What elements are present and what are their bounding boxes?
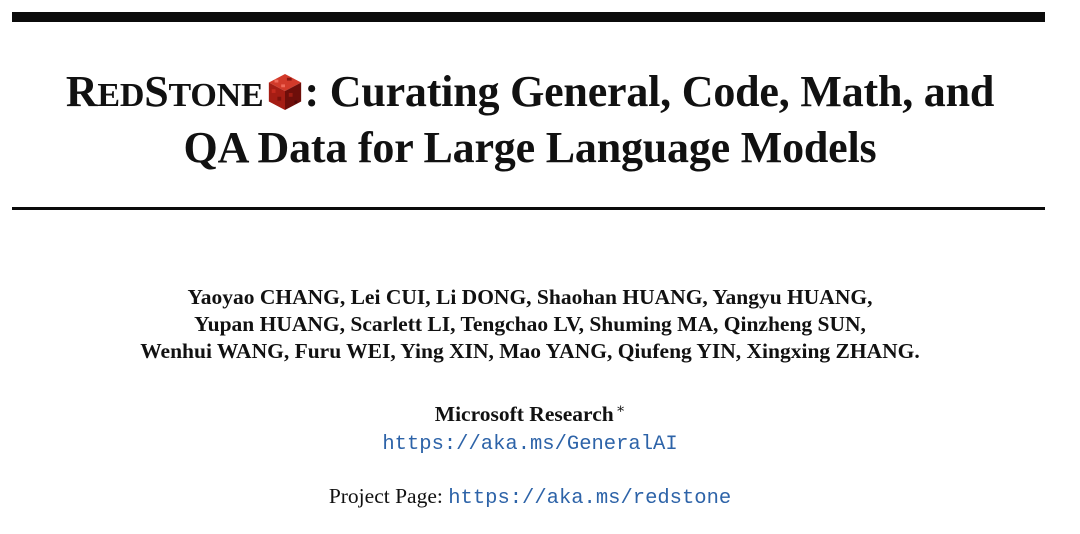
- top-rule: [12, 12, 1045, 22]
- title-line-2: QA Data for Large Language Models: [183, 123, 877, 172]
- affiliation-url-link[interactable]: https://aka.ms/GeneralAI: [382, 433, 678, 456]
- affiliation-block: [0, 396, 1060, 459]
- project-page-line: [0, 482, 1060, 513]
- bottom-rule: [12, 207, 1045, 210]
- author-list: [0, 284, 1060, 365]
- project-page-label: Project Page:: [328, 484, 449, 508]
- project-page-link[interactable]: https://aka.ms/redstone: [448, 487, 732, 510]
- title-line-1: REDSTONE : Curating General, Code, Math, and: [65, 67, 995, 116]
- paper-title: [0, 66, 1060, 174]
- author-line-3: Wenhui WANG, Furu WEI, Ying XIN, Mao YANG, Qiufeng YIN, Xingxing ZHANG.: [140, 339, 920, 363]
- affiliation-footnote-mark: ∗: [615, 402, 626, 417]
- author-line-1: Yaoyao CHANG, Lei CUI, Li DONG, Shaohan HUANG, Yangyu HUANG,: [187, 285, 873, 309]
- affiliation-org: Microsoft Research: [434, 402, 614, 426]
- author-line-2: Yupan HUANG, Scarlett LI, Tengchao LV, Shuming MA, Qinzheng SUN,: [194, 312, 866, 336]
- affiliation-line: [0, 396, 1060, 428]
- title-name: REDSTONE: [65, 67, 264, 116]
- redstone-cube-icon: [266, 72, 304, 112]
